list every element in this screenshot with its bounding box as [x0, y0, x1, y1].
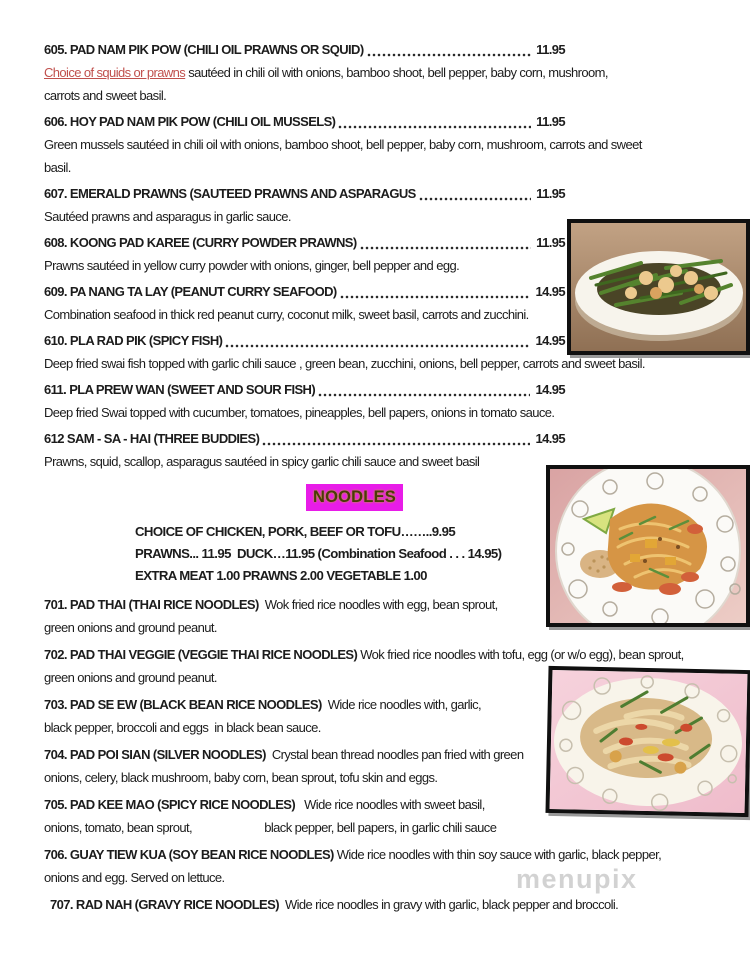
menu-item-703 [44, 693, 504, 739]
menu-item-description: Prawns, squid, scallop, asparagus sautéed in spicy garlic chili sauce and sweet basil [44, 454, 480, 469]
choice-line-prawns-duck: PRAWNS... 11.95 DUCK…11.95 (Combination Seafood . . . 14.95) [135, 546, 502, 561]
dotted-leader [262, 442, 530, 446]
menu-item-description [44, 61, 629, 107]
menu-item-title: 610. PLA RAD PIK (SPICY FISH) [44, 333, 223, 348]
menu-item-title-row [44, 329, 565, 352]
menu-item-title: 608. KOONG PAD KAREE (CURRY POWDER PRAWNS) [44, 235, 357, 250]
menu-item-description: Crystal bean thread noodles pan fried with green onions, celery, black mushroom, baby corn, bean sprout, tofu skin and eggs. [44, 747, 527, 785]
menu-item-description: Prawns sautéed in yellow curry powder with onions, ginger, bell pepper and egg. [44, 258, 460, 273]
dotted-leader [225, 344, 530, 348]
dotted-leader [360, 246, 532, 250]
menu-item-title-row [44, 182, 565, 205]
menu-item-title: 606. HOY PAD NAM PIK POW (CHILI OIL MUSSELS) [44, 114, 336, 129]
menu-item-title: 706. GUAY TIEW KUA (SOY BEAN RICE NOODLES) [44, 847, 334, 862]
menu-item-title-row [44, 280, 565, 303]
menu-item-611 [44, 378, 750, 424]
menu-item-price: 11.95 [536, 42, 565, 57]
noodles-section-header: NOODLES [306, 484, 403, 511]
menu-item-price: 14.95 [535, 431, 565, 446]
menu-item-707 [50, 893, 750, 916]
menupix-watermark: menupix [516, 864, 638, 894]
menu-item-price: 11.95 [536, 186, 565, 201]
choice-line-extras: EXTRA MEAT 1.00 PRAWNS 2.00 VEGETABLE 1.00 [135, 568, 427, 583]
menu-item-701 [44, 593, 509, 639]
pad-thai-illustration [550, 469, 746, 623]
dish-photo-wide-rice-noodles [545, 666, 750, 817]
menu-item-description: Wide rice noodles with, garlic, black pepper, broccoli and eggs in black bean sauce. [44, 697, 485, 735]
menu-item-title-row [44, 110, 565, 133]
menu-item-description: Deep fried swai fish topped with garlic chili sauce , green bean, zucchini, onions, bell pepper, carrots and sweet basil. [44, 356, 645, 371]
dish-photo-prawns-asparagus [567, 219, 750, 355]
menu-item-title: 612 SAM - SA - HAI (THREE BUDDIES) [44, 431, 260, 446]
dotted-leader [318, 393, 530, 397]
menu-item-title: 703. PAD SE EW (BLACK BEAN RICE NOODLES) [44, 697, 322, 712]
menu-item-605 [44, 38, 750, 107]
menu-item-description: Combination seafood in thick red peanut curry, coconut milk, sweet basil, carrots and zucchini. [44, 307, 529, 322]
choice-line-proteins: CHOICE OF CHICKEN, PORK, BEEF OR TOFU……..9.95 [135, 524, 456, 539]
menu-item-705 [44, 793, 514, 839]
menu-item-price: 14.95 [535, 284, 565, 299]
menu-item-title: 611. PLA PREW WAN (SWEET AND SOUR FISH) [44, 382, 316, 397]
menu-item-price: 14.95 [535, 382, 565, 397]
menu-item-704 [44, 743, 527, 789]
menu-item-title: 707. RAD NAH (GRAVY RICE NOODLES) [50, 897, 279, 912]
menu-item-title: 705. PAD KEE MAO (SPICY RICE NOODLES) [44, 797, 296, 812]
choice-of-squids-link[interactable]: Choice of squids or prawns [44, 65, 186, 80]
menu-item-price: 11.95 [536, 114, 565, 129]
dotted-leader [338, 125, 531, 129]
menu-item-description: Wide rice noodles in gravy with garlic, black pepper and broccoli. [278, 897, 619, 912]
menu-item-title-row [44, 231, 565, 254]
menu-item-description: Wok fried rice noodles with tofu, egg (or w/o egg), bean sprout, green onions and ground peanut. [44, 647, 687, 685]
menu-item-price: 14.95 [535, 333, 565, 348]
dotted-leader [367, 53, 532, 57]
menu-item-title: 605. PAD NAM PIK POW (CHILI OIL PRAWNS OR SQUID) [44, 42, 364, 57]
dotted-leader [340, 295, 531, 299]
menu-item-606 [44, 110, 750, 179]
menu-item-description: Green mussels sautéed in chili oil with onions, bamboo shoot, bell pepper, baby corn, mushroom, carrots and sweet basil. [44, 137, 645, 175]
menu-item-title-row [44, 427, 565, 450]
menu-item-price: 11.95 [536, 235, 565, 250]
menu-item-description: Wide rice noodles with sweet basil, onions, tomato, bean sprout, black pepper, bell papers, in garlic chili sauce [44, 797, 497, 835]
menu-item-title-row [44, 38, 565, 61]
wide-noodles-illustration [550, 670, 748, 813]
prawns-asparagus-illustration [571, 223, 746, 351]
description-text: sautéed in chili oil with onions, bamboo shoot, bell pepper, baby corn, mushroom, carrots and sweet basil. [44, 65, 611, 103]
menu-item-title: 701. PAD THAI (THAI RICE NOODLES) [44, 597, 259, 612]
menu-item-title: 702. PAD THAI VEGGIE (VEGGIE THAI RICE NOODLES) [44, 647, 358, 662]
menu-item-description: Deep fried Swai topped with cucumber, tomatoes, pineapples, bell papers, onions in tomato sauce. [44, 405, 555, 420]
menu-item-description: Sautéed prawns and asparagus in garlic sauce. [44, 209, 291, 224]
dish-photo-pad-thai [546, 465, 750, 627]
menu-item-description: Wide rice noodles with thin soy sauce with garlic, black pepper, onions and egg. Served on lettuce. [44, 847, 665, 885]
menu-item-description: Wok fried rice noodles with egg, bean sprout, green onions and ground peanut. [44, 597, 501, 635]
menu-item-title-row [44, 378, 565, 401]
menu-item-title: 609. PA NANG TA LAY (PEANUT CURRY SEAFOOD) [44, 284, 337, 299]
dotted-leader [419, 197, 531, 201]
menu-item-title: 704. PAD POI SIAN (SILVER NOODLES) [44, 747, 266, 762]
menu-item-title: 607. EMERALD PRAWNS (SAUTEED PRAWNS AND ASPARAGUS [44, 186, 416, 201]
